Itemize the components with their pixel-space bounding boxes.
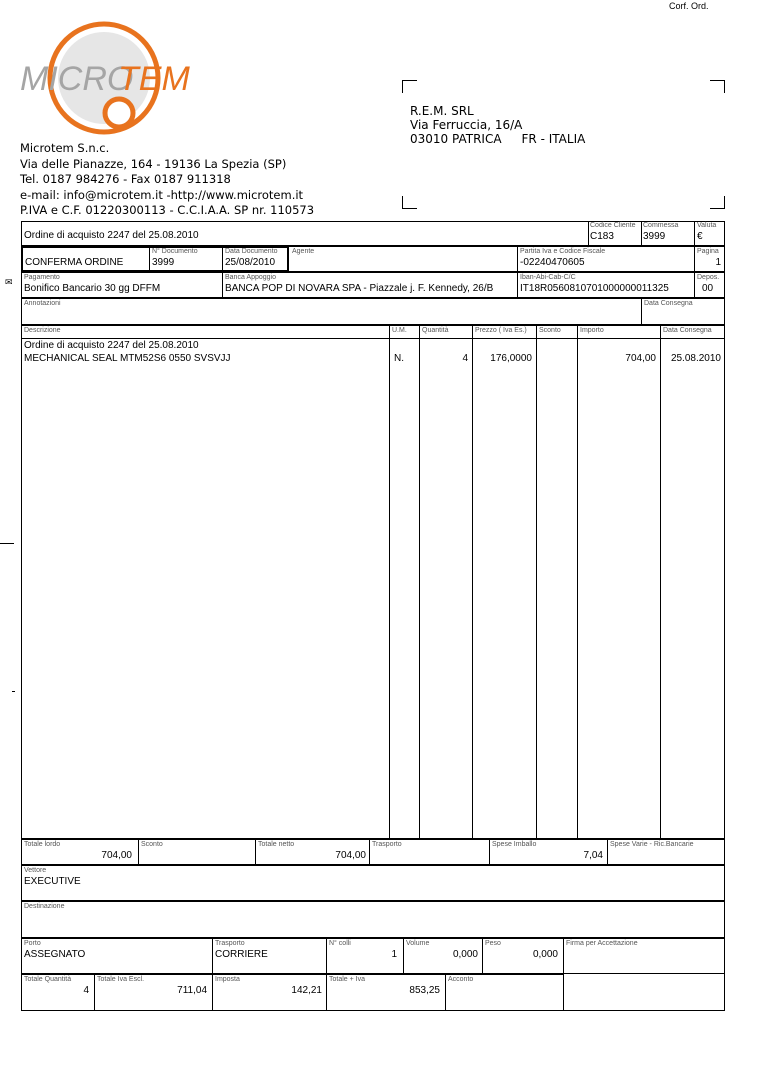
iban: IT18R0560810701000000011325 [520,283,669,294]
window-mark-br [710,196,725,209]
col-delivery: Data Consegna [663,327,712,334]
doc-number-label: N° Documento [152,248,198,255]
doc-date: 25/08/2010 [225,257,276,268]
packages-label: N° colli [329,940,351,947]
transport-cost-label: Trasporto [372,841,402,848]
table-row-amount: 704,00 [625,353,656,364]
destination-label: Destinazione [24,903,65,910]
notes-row [21,298,725,325]
gross-total-label: Totale lordo [24,841,61,848]
vat-label: Partita Iva e Codice Fiscale [520,248,606,255]
window-mark-tr [710,80,725,93]
total-qty-label: Totale Quantità [24,976,72,983]
recipient-city-line [410,132,585,146]
tax-label: Imposta [215,976,240,983]
window-mark-tl [402,80,417,93]
recipient-street: Via Ferruccia, 16/A [410,118,523,132]
signature-label: Firma per Accettazione [566,940,638,947]
svg-text:MICRO: MICRO [20,60,134,98]
company-logo [18,12,190,137]
carrier: EXECUTIVE [24,876,81,887]
order-title: Ordine di acquisto 2247 del 25.08.2010 [24,230,199,241]
volume-label: Volume [406,940,430,947]
table-row-delivery: 25.08.2010 [670,353,721,364]
doc-number: 3999 [152,257,175,268]
col-um: U.M. [392,327,407,334]
port: ASSEGNATO [24,949,86,960]
vat-number: -02240470605 [520,257,585,268]
col-amount: Importo [580,327,604,334]
notes-label: Annotazioni [24,300,61,307]
page-label: Pagina [697,248,719,255]
recipient-address [410,104,585,146]
recipient-country: FR - ITALIA [521,132,586,146]
net-total: 704,00 [335,850,366,861]
tax-amount: 142,21 [291,985,322,996]
currency-label: Valuta [697,222,717,229]
svg-text:TEM: TEM [118,60,190,98]
table-row-desc: Ordine di acquisto 2247 del 25.08.2010 [24,340,199,351]
customer-code-label: Codice Cliente [590,222,636,229]
weight-label: Peso [485,940,501,947]
customer-code: C183 [590,231,614,242]
company-phone: Tel. 0187 984276 - Fax 0187 911318 [20,172,231,186]
col-price: Prezzo ( Iva Es.) [475,327,527,334]
fold-mark-small [12,691,15,692]
gross-total: 704,00 [101,850,132,861]
document-type: CONFERMA ORDINE [25,257,124,268]
company-info [20,141,314,219]
volume: 0,000 [452,949,478,960]
window-mark-bl [402,196,417,209]
doc-date-label: Data Documento [225,248,278,255]
signature-box [563,938,725,1011]
recipient-name: R.E.M. SRL [410,104,474,118]
deposit-code: 00 [702,283,714,294]
table-row-um: N. [394,353,404,364]
grand-total: 853,25 [409,985,440,996]
page-number: 1 [715,257,721,268]
destination-row [21,901,725,938]
col-desc: Descrizione [24,327,61,334]
table-row-qty: 4 [462,353,468,364]
company-address: Via delle Pianazze, 164 - 19136 La Spezia (SP) [20,156,287,171]
misc-cost-label: Spese Varie - Ric.Bancarie [610,841,694,848]
agent-label: Agente [292,248,315,255]
packing-label: Spese Imballo [492,841,537,848]
company-vat: P.IVA e C.F. 01220300113 - C.C.I.A.A. SP nr. 110573 [20,203,315,217]
form-code: Corf. Ord. [669,1,709,11]
carrier-label: Vettore [24,867,47,874]
col-discount: Sconto [539,327,561,334]
recipient-city: 03010 PATRICA [410,132,502,146]
delivery-date-label: Data Consegna [644,300,693,307]
company-web: e-mail: info@microtem.it -http://www.microtem.it [20,187,304,202]
table-row-desc: MECHANICAL SEAL MTM52S6 0550 SVSVJJ [24,353,231,364]
packing-cost: 7,04 [583,850,603,861]
weight: 0,000 [532,949,558,960]
taxable-label: Totale Iva Escl. [97,976,145,983]
total-qty: 4 [83,985,89,996]
currency: € [697,231,703,242]
order-ref: 3999 [643,231,666,242]
table-row-price: 176,0000 [490,353,532,364]
col-qty: Quantità [422,327,449,334]
packages: 1 [391,949,397,960]
deposit-label: Depos. [697,274,720,281]
grand-total-label: Totale + Iva [329,976,365,983]
items-table [21,325,725,839]
payment-terms: Bonifico Bancario 30 gg DFFM [24,283,161,294]
transport-label: Trasporto [215,940,245,947]
bank-label: Banca Appoggio [225,274,276,281]
port-label: Porto [24,940,41,947]
company-name: Microtem S.n.c. [20,141,110,155]
fold-mark [0,543,14,544]
order-ref-label: Commessa [643,222,679,229]
transport: CORRIERE [215,949,268,960]
carrier-row [21,865,725,901]
bank-name: BANCA POP DI NOVARA SPA - Piazzale j. F. Kennedy, 26/B [225,283,494,294]
taxable-amount: 711,04 [177,985,207,996]
discount-label: Sconto [141,841,163,848]
payment-label: Pagamento [24,274,60,281]
net-total-label: Totale netto [258,841,295,848]
iban-label: Iban-Abi-Cab-C/C [520,274,576,281]
envelope-icon: ✉ [5,277,13,287]
advance-label: Acconto [448,976,474,983]
